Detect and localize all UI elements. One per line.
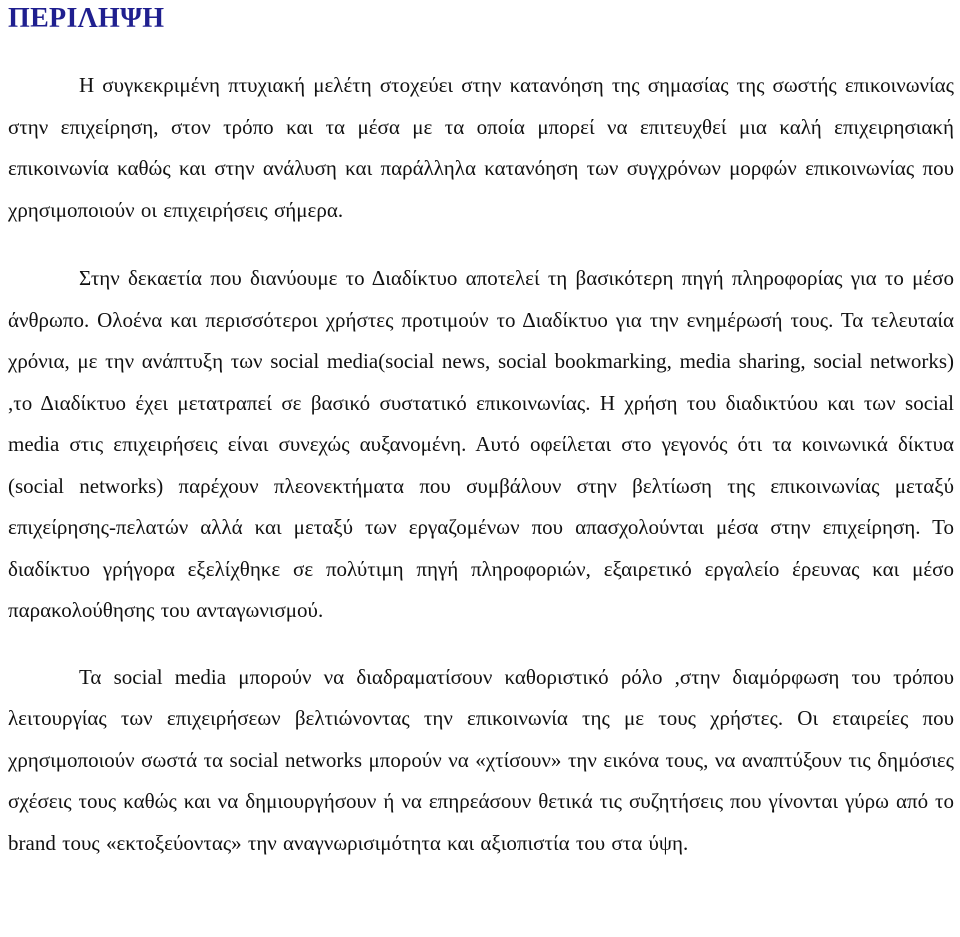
- paragraph-text: Στην δεκαετία που διανύουμε το Διαδίκτυο αποτελεί τη βασικότερη πηγή πληροφορίας για το μέσο άνθρωπο. Ολοένα και περισσότεροι χρήστες προτιμούν το Διαδίκτυο για την ενημέρωσή τους. Τα τελευταία χρόνια, με την ανάπτυξη των social media(social news, social bookmarking, media sharing, social networks) ,το Διαδίκτυο έχει μετατραπεί σε βασικό συστατικό επικοινωνίας. Η χρήση του διαδικτύου και των social media στις επιχειρήσεις είναι συνεχώς αυξανομένη. Αυτό οφείλεται στο γεγονός ότι τα κοινωνικά δίκτυα (social networks) παρέχουν πλεονεκτήματα που συμβάλουν στην βελτίωση της επικοινωνίας μεταξύ επιχείρησης-πελατών αλλά και μεταξύ των εργαζομένων που απασχολούνται μέσα στην επιχείρηση. Το διαδίκτυο γρήγορα εξελίχθηκε σε πολύτιμη πηγή πληροφοριών, εξαιρετικό εργαλείο έρευνας και μέσο παρακολούθησης του ανταγωνισμού.: [8, 266, 954, 622]
- paragraph-intro: [8, 65, 954, 231]
- paragraph-internet: [8, 258, 954, 632]
- paragraph-social-media: [8, 657, 954, 865]
- document-title: ΠΕΡΙΛΗΨΗ: [8, 3, 165, 34]
- paragraph-text: Τα social media μπορούν να διαδραματίσουν καθοριστικό ρόλο ,στην διαμόρφωση του τρόπου λειτουργίας των επιχειρήσεων βελτιώνοντας την επικοινωνία της με τους χρήστες. Οι εταιρείες που χρησιμοποιούν σωστά τα social networks μπορούν να «χτίσουν» την εικόνα τους, να αναπτύξουν τις δημόσιες σχέσεις τους καθώς και να δημιουργήσουν ή να επηρεάσουν θετικά τις συζητήσεις που γίνονται γύρω από το brand τους «εκτοξεύοντας» την αναγνωρισιμότητα και αξιοπιστία του στα ύψη.: [8, 664, 954, 855]
- paragraph-text: Η συγκεκριμένη πτυχιακή μελέτη στοχεύει στην κατανόηση της σημασίας της σωστής επικοινωνίας στην επιχείρηση, στον τρόπο και τα μέσα με τα οποία μπορεί να επιτευχθεί μια καλή επιχειρησιακή επικοινωνία καθώς και στην ανάλυση και παράλληλα κατανόηση των συγχρόνων μορφών επικοινωνίας που χρησιμοποιούν οι επιχειρήσεις σήμερα.: [8, 73, 954, 222]
